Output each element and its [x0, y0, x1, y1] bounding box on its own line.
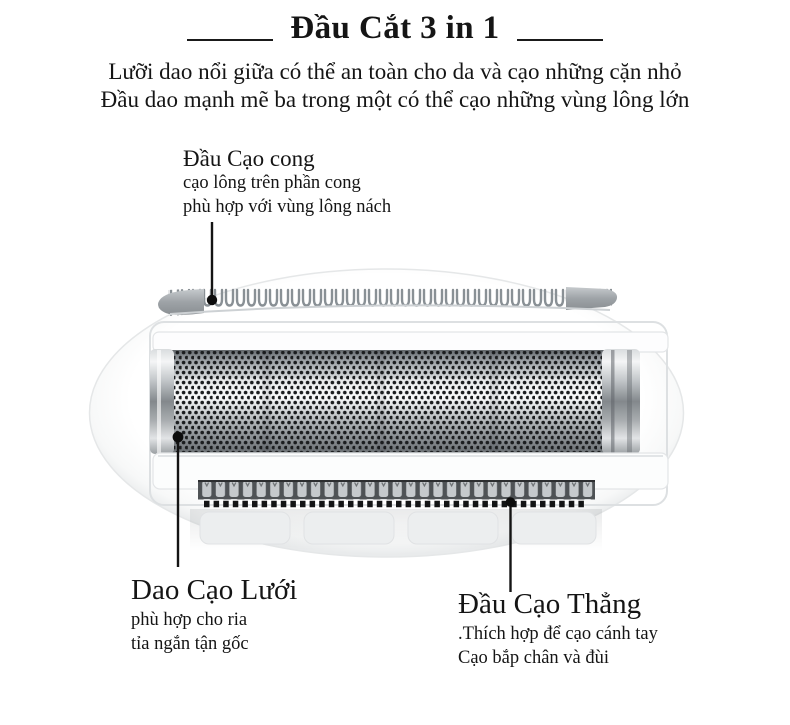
annotation-curved-head — [183, 145, 391, 219]
subtitle-line-2: Đầu dao mạnh mẽ ba trong một có thể cạo những vùng lông lớn — [100, 87, 690, 112]
foil-blade-heading: Dao Cạo Lưới — [131, 574, 298, 606]
leader-dot-curved-head — [207, 295, 217, 305]
straight-head-line-2: Cạo bắp chân và đùi — [458, 647, 610, 668]
foil-cartridge — [150, 332, 668, 489]
curved-head-heading: Đầu Cạo cong — [183, 146, 315, 171]
title-rule-right — [517, 39, 603, 41]
shaver-head-illustration — [70, 210, 730, 610]
leader-dot-foil-blade — [173, 432, 184, 443]
subtitle-line-1: Lưỡi dao nổi giữa có thể an toàn cho da và cạo những cặn nhỏ — [108, 59, 682, 84]
title-rule-left — [187, 39, 273, 41]
shaver-head-image — [70, 210, 730, 610]
straight-head-line-1: .Thích hợp để cạo cánh tay — [458, 624, 658, 644]
foil-blade-line-2: tỉa ngắn tận gốc — [131, 633, 249, 654]
leader-dot-straight-head — [506, 497, 516, 507]
page-title: Đầu Cắt 3 in 1 — [290, 10, 500, 46]
base-indentations — [190, 509, 602, 551]
curved-head-line-2: phù hợp với vùng lông nách — [183, 196, 392, 217]
title-block — [0, 8, 790, 48]
annotation-straight-head — [458, 588, 658, 670]
annotation-foil-blade — [131, 574, 297, 656]
curved-head-line-1: cạo lông trên phần cong — [183, 173, 361, 193]
straight-head-heading: Đầu Cạo Thẳng — [458, 588, 642, 620]
foil-blade-line-1: phù hợp cho ria — [131, 610, 248, 630]
